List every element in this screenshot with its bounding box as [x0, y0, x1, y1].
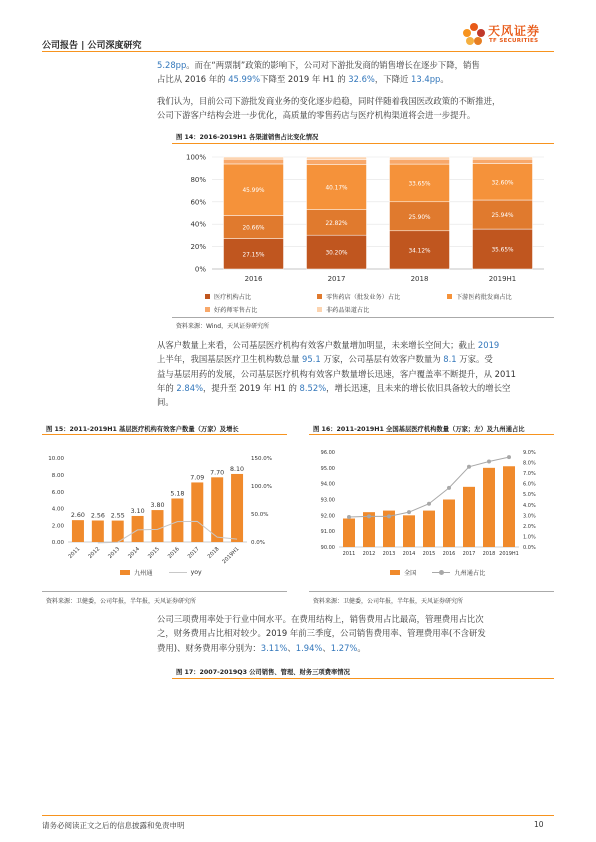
- fig15-bar: [92, 520, 104, 542]
- fig16-share-marker: [407, 510, 411, 514]
- fig14-bar-segment: [390, 159, 450, 164]
- fig15-xtick: 2018: [206, 546, 221, 560]
- fig16-share-marker: [347, 515, 351, 519]
- fig16-ytick-right: 9.0%: [523, 450, 536, 456]
- fig14-data-label: 32.60%: [491, 180, 514, 187]
- fig16-ytick-left: 93.00: [320, 497, 335, 504]
- legend-swatch: [205, 294, 210, 299]
- fig16-legend: [390, 568, 485, 577]
- fig14-ytick: 80%: [190, 175, 206, 184]
- fig14-legend-4: 非药品渠道占比: [317, 305, 369, 314]
- fig15-bar: [191, 482, 203, 542]
- fig16-share-marker: [427, 502, 431, 506]
- fig15-bar: [231, 474, 243, 542]
- fig14-xtick: 2018: [410, 275, 429, 283]
- fig16-ytick-right: 4.0%: [523, 502, 536, 509]
- fig14-legend-3: 好药师零售占比: [205, 305, 305, 314]
- logo-sub: TF SECURITIES: [489, 38, 539, 44]
- fig16-ytick-left: 90.00: [320, 545, 335, 551]
- paragraph-3: [157, 338, 554, 409]
- fig14-ytick: 20%: [190, 243, 206, 252]
- paragraph-1: [157, 58, 554, 87]
- fig15-bar: [171, 498, 183, 542]
- fig16-share-marker: [447, 486, 451, 490]
- legend-swatch: [205, 307, 210, 312]
- fig16-ytick-left: 96.00: [320, 450, 335, 456]
- fig16-ytick-left: 92.00: [320, 513, 335, 520]
- para1-line1: 5.28pp。而在“两票制”政策的影响下，公司对下游批发商的销售增长在逐步下降，销售: [157, 60, 480, 70]
- fig15-data-label: 3.10: [130, 507, 145, 515]
- fig14-bar-segment: [390, 157, 450, 159]
- para4-line1: 公司三项费用率处于行业中间水平。在费用结构上，销售费用占比最高，管理费用占比次: [157, 614, 484, 624]
- fig15-xtick: 2011: [67, 546, 82, 560]
- legend-swatch: [432, 572, 450, 573]
- fig14-bar-segment: [473, 159, 533, 163]
- fig16-bar: [423, 511, 435, 547]
- fig16-bar: [403, 515, 415, 547]
- fig15-data-label: 5.18: [170, 490, 185, 498]
- para1-line2: 占比从 2016 年的 45.99%下降至 2019 年 H1 的 32.6%，下降近 13.4pp。: [157, 74, 449, 85]
- fig16-ytick-right: 3.0%: [523, 513, 536, 520]
- legend-swatch: [447, 294, 452, 299]
- fig16-top-line: [309, 434, 554, 435]
- para3-line3: 益与基层用药的发展，公司基层医疗机构有效客户数量增长迅速，客户覆盖率不断提升，从 2011: [157, 368, 516, 379]
- fig15-xtick: 2013: [107, 546, 122, 560]
- fig16-bar: [483, 468, 495, 547]
- fig15-chart: [42, 444, 287, 584]
- fig15-bar: [72, 520, 84, 542]
- fig16-share-marker: [367, 514, 371, 518]
- fig14-data-label: 25.90%: [408, 214, 431, 221]
- fig14-title: 图 14：2016-2019H1 各渠道销售占比变化情况: [176, 134, 319, 141]
- fig16-ytick-left: 95.00: [320, 465, 335, 472]
- fig16-xtick: 2014: [402, 551, 416, 557]
- paragraph-2: [157, 94, 554, 123]
- fig14-legend-2: 下游医药批发商占比: [447, 292, 512, 301]
- fig14-ytick: 100%: [185, 153, 206, 162]
- para3-line1: 从客户数量上来看，公司基层医疗机构有效客户数量增加明显，未来增长空间大；截止 2019: [157, 340, 500, 350]
- fig16-ytick-right: 2.0%: [523, 523, 536, 530]
- fig16-ytick-left: 94.00: [320, 481, 335, 488]
- fig15-data-label: 7.09: [190, 474, 205, 482]
- fig15-bar: [211, 477, 223, 542]
- fig15-data-label: 8.10: [230, 465, 245, 473]
- fig16-source: 资料来源：卫健委，公司年报，半年报，天风证券研究所: [313, 598, 464, 605]
- fig15-xtick: 2012: [87, 546, 102, 560]
- fig15-ytick-right: 150.0%: [251, 456, 272, 463]
- fig16-share-marker: [467, 465, 471, 469]
- fig14-legend-1: 零售药店（批发业务）占比: [317, 292, 435, 301]
- fig16-xtick: 2011: [342, 551, 356, 557]
- fig14-data-label: 33.65%: [408, 181, 431, 188]
- fig15-bar: [112, 521, 124, 542]
- para3-line5: 间。: [157, 397, 174, 408]
- para3-line4: 年的 2.84%，提升至 2019 年 H1 的 8.52%，增长迅速，且未来的增长依旧具备较大的增长空: [157, 382, 511, 393]
- fig16-ytick-right: 0.0%: [523, 545, 536, 551]
- footer-divider: [42, 815, 554, 816]
- fig16-share-marker: [507, 455, 511, 459]
- fig15-ytick-left: 10.00: [48, 456, 64, 463]
- para3-line2: 上半年，我国基层医疗卫生机构数总量 95.1 万家，公司基层有效客户数量为 8.1 万家。受: [157, 354, 493, 365]
- fig15-data-label: 2.56: [90, 512, 105, 520]
- fig15-bar: [152, 510, 164, 542]
- fig14-bar-segment: [224, 157, 284, 159]
- fig16-ytick-right: 5.0%: [523, 492, 536, 499]
- fig15-xtick: 2017: [186, 546, 201, 560]
- fig17-top-line: [172, 678, 554, 679]
- fig16-bar: [443, 500, 455, 548]
- fig16-ytick-left: 91.00: [320, 529, 335, 536]
- para4-line3: 费用)、财务费用率分别为：3.11%、1.94%、1.27%。: [157, 642, 366, 653]
- fig14-ytick: 60%: [190, 198, 206, 207]
- fig16-share-marker: [487, 460, 491, 464]
- fig16-chart: [309, 444, 554, 584]
- fig15-legend: [120, 568, 202, 577]
- fig16-xtick: 2019H1: [499, 551, 519, 557]
- fig16-xtick: 2015: [422, 551, 436, 557]
- para4-line2: 之，财务费用占比相对较少。2019 年前三季度，公司销售费用率、管理费用率(不含研发: [157, 628, 486, 639]
- fig15-xtick: 2016: [167, 546, 181, 560]
- fig16-share-marker: [387, 514, 391, 518]
- fig15-ytick-right: 0.0%: [251, 540, 265, 547]
- fig16-ytick-right: 7.0%: [523, 471, 536, 478]
- fig15-xtick: 2019H1: [221, 546, 241, 566]
- fig14-xtick: 2017: [327, 275, 346, 283]
- company-logo: [462, 22, 557, 50]
- fig14-bar-segment: [473, 157, 533, 159]
- legend-swatch: [317, 307, 322, 312]
- fig14-data-label: 34.12%: [408, 248, 431, 255]
- fig16-xtick: 2016: [442, 551, 456, 557]
- fig14-xtick: 2019H1: [488, 275, 517, 283]
- report-header: 公司报告 | 公司深度研究: [42, 41, 142, 51]
- header-divider: [42, 51, 554, 52]
- fig15-ytick-left: 0.00: [51, 540, 64, 547]
- fig15-ytick-right: 100.0%: [251, 484, 272, 491]
- fig15-bar: [132, 516, 144, 542]
- fig14-source: 资料来源：Wind，天风证券研究所: [176, 323, 270, 330]
- footer-disclaimer: 请务必阅读正文之后的信息披露和免责申明: [42, 821, 185, 830]
- fig14-top-line: [172, 143, 554, 144]
- fig15-data-label: 2.60: [70, 512, 85, 520]
- logo-name: 天风证券: [488, 24, 541, 38]
- fig14-data-label: 25.94%: [491, 213, 514, 220]
- fig15-ytick-left: 2.00: [51, 523, 64, 530]
- fig15-top-line: [42, 434, 287, 435]
- fig16-ytick-right: 8.0%: [523, 460, 536, 467]
- fig14-bottom-line: [172, 317, 554, 318]
- fig15-data-label: 2.55: [110, 512, 125, 520]
- fig16-legend-bar: 全国: [390, 568, 416, 577]
- fig15-title: 图 15：2011-2019H1 基层医疗机构有效客户数量（万家）及增长: [46, 426, 239, 433]
- fig14-ytick: 0%: [194, 265, 206, 274]
- page-number: 10: [534, 820, 544, 829]
- fig16-ytick-right: 1.0%: [523, 534, 536, 541]
- fig14-ytick: 40%: [190, 220, 206, 229]
- legend-swatch: [120, 570, 130, 575]
- fig16-bar: [463, 487, 475, 547]
- fig15-source: 资料来源：卫健委，公司年报，半年报，天风证券研究所: [46, 598, 197, 605]
- fig14-data-label: 22.82%: [325, 220, 348, 227]
- fig16-title: 图 16：2011-2019H1 全国基层医疗机构数量（万家；左）及九州通占比: [313, 426, 525, 433]
- fig16-xtick: 2018: [482, 551, 496, 557]
- fig14-data-label: 30.20%: [325, 250, 348, 257]
- fig14-data-label: 45.99%: [242, 188, 265, 195]
- fig15-xtick: 2015: [147, 546, 161, 560]
- fig17-title: 图 17：2007-2019Q3 公司销售、管理、财务三项费率情况: [176, 669, 350, 676]
- fig15-data-label: 7.70: [210, 469, 225, 477]
- paragraph-4: [157, 612, 554, 655]
- fig14-bar-segment: [224, 159, 284, 164]
- legend-swatch: [169, 572, 187, 573]
- fig14-bar-segment: [307, 157, 367, 159]
- logo-flower-icon: [462, 22, 486, 48]
- fig15-legend-line: yoy: [169, 568, 202, 577]
- fig16-xtick: 2012: [362, 551, 376, 557]
- fig15-xtick: 2014: [127, 546, 142, 560]
- fig15-ytick-left: 8.00: [51, 473, 64, 479]
- fig14-bar-segment: [307, 159, 367, 164]
- fig14-legend-0: 医疗机构占比: [205, 292, 305, 301]
- fig16-bar: [343, 519, 355, 548]
- fig15-ytick-right: 50.0%: [251, 512, 269, 519]
- fig15-ytick-left: 6.00: [51, 489, 64, 496]
- fig15-data-label: 3.80: [150, 502, 165, 510]
- fig14-data-label: 27.15%: [242, 252, 265, 259]
- para2-line1: 我们认为，目前公司下游批发商业务的变化逐步趋稳，同时伴随着我国医改政策的不断推进，: [157, 96, 501, 106]
- legend-swatch: [390, 570, 400, 575]
- fig14-data-label: 35.65%: [491, 247, 514, 254]
- fig15-legend-bar: 九州通: [120, 568, 153, 577]
- fig16-xtick: 2013: [382, 551, 396, 557]
- fig14-legend: [205, 292, 550, 314]
- fig14-data-label: 40.17%: [325, 185, 348, 192]
- fig14-data-label: 20.66%: [242, 225, 265, 232]
- legend-swatch: [317, 294, 322, 299]
- para2-line2: 公司下游客户结构会进一步优化，高质量的零售药店与医疗机构渠道将会进一步提升。: [157, 110, 476, 121]
- fig16-legend-line: 九州通占比: [432, 568, 485, 577]
- fig15-bottom-line: [42, 591, 287, 592]
- fig15-ytick-left: 4.00: [51, 506, 64, 513]
- fig16-bottom-line: [309, 591, 554, 592]
- fig16-ytick-right: 6.0%: [523, 481, 536, 488]
- fig16-bar: [503, 466, 515, 547]
- fig14-xtick: 2016: [244, 275, 263, 283]
- fig16-xtick: 2017: [462, 551, 476, 557]
- fig14-chart: [172, 146, 554, 298]
